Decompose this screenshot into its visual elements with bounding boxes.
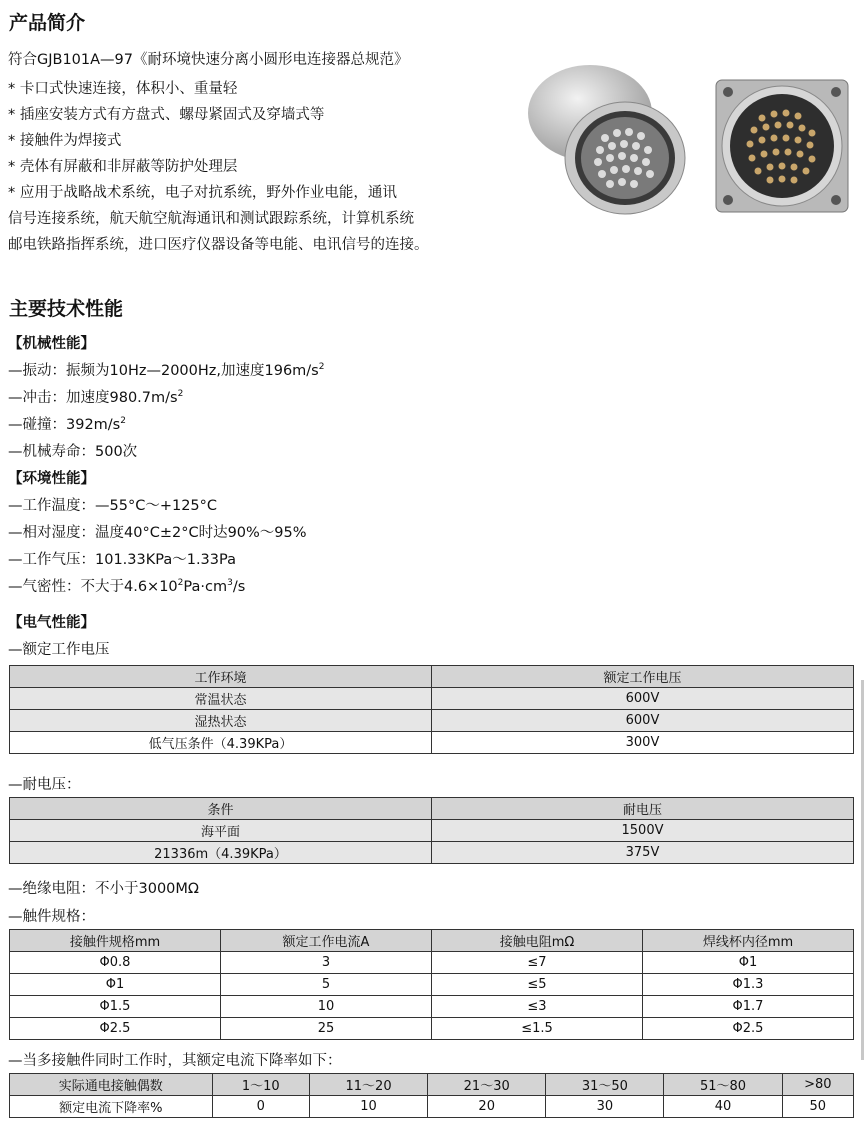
shock-line bbox=[8, 386, 183, 407]
table-row bbox=[10, 688, 854, 710]
table-header-cell: 21～30 bbox=[428, 1074, 546, 1096]
standard-line: 符合GJB101A—97《耐环境快速分离小圆形电连接器总规范》 bbox=[8, 52, 409, 68]
table-cell: 10 bbox=[309, 1096, 427, 1118]
table-cell: Φ1 bbox=[10, 974, 221, 996]
withstand-label: —耐电压： bbox=[8, 777, 81, 793]
bullet-5: * 应用于战略战术系统，电子对抗系统，野外作业电能，通讯 bbox=[8, 185, 397, 201]
table-cell: ≤1.5 bbox=[432, 1018, 643, 1040]
table-header-row bbox=[10, 666, 854, 688]
table-row bbox=[10, 842, 854, 864]
table-row bbox=[10, 1018, 854, 1040]
seal-text-a: —气密性：不大于4.6×10 bbox=[8, 579, 178, 595]
temp-line: —工作温度：—55°C～+125°C bbox=[8, 498, 218, 514]
table-header-cell: 实际通电接触偶数 bbox=[10, 1074, 213, 1096]
bump-line bbox=[8, 413, 126, 434]
table-cell: 常温状态 bbox=[10, 688, 432, 710]
seal-sup: 2 bbox=[177, 578, 184, 589]
tech-title: 主要技术性能 bbox=[9, 298, 124, 320]
vibration-line bbox=[8, 359, 324, 380]
table-cell: Φ1.3 bbox=[643, 974, 854, 996]
table-cell: Φ1.7 bbox=[643, 996, 854, 1018]
table-cell: 海平面 bbox=[10, 820, 432, 842]
table-cell: 600V bbox=[432, 710, 854, 732]
table-cell: ≤3 bbox=[432, 996, 643, 1018]
plug-connector-image bbox=[520, 58, 688, 218]
derating-table bbox=[9, 1073, 854, 1118]
table-cell: 20 bbox=[428, 1096, 546, 1118]
table-cell: 1500V bbox=[432, 820, 854, 842]
seal-text-c: /s bbox=[232, 579, 246, 595]
bullet-3: * 接触件为焊接式 bbox=[8, 133, 122, 149]
intro-title: 产品简介 bbox=[9, 12, 86, 34]
seal-line bbox=[8, 575, 245, 596]
table-row bbox=[10, 710, 854, 732]
table-row bbox=[10, 732, 854, 754]
table-header-cell: 工作环境 bbox=[10, 666, 432, 688]
bullet-2: * 插座安装方式有方盘式、螺母紧固式及穿墙式等 bbox=[8, 107, 325, 123]
contact-spec-label: —触件规格： bbox=[8, 909, 95, 925]
table-header-cell: 额定工作电流A bbox=[221, 930, 432, 952]
table-cell: 额定电流下降率% bbox=[10, 1096, 213, 1118]
table-cell: 湿热状态 bbox=[10, 710, 432, 732]
bullet-1: * 卡口式快速连接，体积小、重量轻 bbox=[8, 81, 238, 97]
table-header-row bbox=[10, 930, 854, 952]
table-cell: 600V bbox=[432, 688, 854, 710]
table-header-cell: 51～80 bbox=[664, 1074, 782, 1096]
table-cell: 30 bbox=[546, 1096, 664, 1118]
table-header-cell: 焊线杯内径mm bbox=[643, 930, 854, 952]
contact-table bbox=[9, 929, 854, 1040]
table-cell: Φ2.5 bbox=[643, 1018, 854, 1040]
table-cell: 40 bbox=[664, 1096, 782, 1118]
table-header-cell: 额定工作电压 bbox=[432, 666, 854, 688]
table-cell: 低气压条件（4.39KPa） bbox=[10, 732, 432, 754]
table-cell: ≤7 bbox=[432, 952, 643, 974]
seal-sup2: 3 bbox=[227, 578, 233, 589]
table-header-cell: 条件 bbox=[10, 798, 432, 820]
table-cell: 50 bbox=[782, 1096, 853, 1118]
socket-connector-image bbox=[712, 76, 852, 216]
table-cell: 300V bbox=[432, 732, 854, 754]
withstand-table bbox=[9, 797, 854, 864]
table-cell: 5 bbox=[221, 974, 432, 996]
seal-text-b: Pa·cm bbox=[183, 579, 228, 595]
table-header-cell: 31～50 bbox=[546, 1074, 664, 1096]
table-cell: Φ1 bbox=[643, 952, 854, 974]
env-heading: 【环境性能】 bbox=[8, 471, 95, 487]
table-header-row bbox=[10, 798, 854, 820]
shock-text: —冲击：加速度980.7m/s bbox=[8, 390, 178, 406]
bullet-5-cont1: 信号连接系统，航天航空航海通讯和测试跟踪系统，计算机系统 bbox=[8, 211, 414, 227]
table-row bbox=[10, 996, 854, 1018]
table-cell: ≤5 bbox=[432, 974, 643, 996]
table-header-cell: 接触件规格mm bbox=[10, 930, 221, 952]
bump-sup: 2 bbox=[120, 416, 126, 427]
table-cell: 0 bbox=[212, 1096, 309, 1118]
vibration-text: —振动：振频为10Hz—2000Hz,加速度196m/s bbox=[8, 363, 319, 379]
table-row bbox=[10, 820, 854, 842]
table-header-cell: 接触电阻mΩ bbox=[432, 930, 643, 952]
shock-sup: 2 bbox=[177, 389, 184, 400]
table-cell: 25 bbox=[221, 1018, 432, 1040]
bullet-5-cont2: 邮电铁路指挥系统，进口医疗仪器设备等电能、电讯信号的连接。 bbox=[8, 237, 429, 253]
table-header-cell: >80 bbox=[782, 1074, 853, 1096]
bump-text: —碰撞：392m/s bbox=[8, 417, 121, 433]
vibration-sup: 2 bbox=[318, 362, 325, 373]
life-line: —机械寿命：500次 bbox=[8, 444, 138, 460]
pressure-line: —工作气压：101.33KPa～1.33Pa bbox=[8, 552, 236, 568]
table-row bbox=[10, 974, 854, 996]
insulation-line: —绝缘电阻：不小于3000MΩ bbox=[8, 881, 199, 897]
table-row bbox=[10, 1096, 854, 1118]
table-cell: 3 bbox=[221, 952, 432, 974]
table-cell: 375V bbox=[432, 842, 854, 864]
table-header-row bbox=[10, 1074, 854, 1096]
voltage-table bbox=[9, 665, 854, 754]
table-header-cell: 1～10 bbox=[212, 1074, 309, 1096]
table-cell: 10 bbox=[221, 996, 432, 1018]
table-cell: Φ0.8 bbox=[10, 952, 221, 974]
table-cell: 21336m（4.39KPa） bbox=[10, 842, 432, 864]
table-header-cell: 11～20 bbox=[309, 1074, 427, 1096]
table-cell: Φ2.5 bbox=[10, 1018, 221, 1040]
bullet-4: * 壳体有屏蔽和非屏蔽等防护处理层 bbox=[8, 159, 238, 175]
elec-heading: 【电气性能】 bbox=[8, 615, 95, 631]
table-row bbox=[10, 952, 854, 974]
table-cell: Φ1.5 bbox=[10, 996, 221, 1018]
humidity-line: —相对湿度：温度40°C±2°C时达90%～95% bbox=[8, 525, 307, 541]
rated-voltage-label: —额定工作电压 bbox=[8, 642, 110, 658]
table-header-cell: 耐电压 bbox=[432, 798, 854, 820]
mech-heading: 【机械性能】 bbox=[8, 336, 95, 352]
derating-label: —当多接触件同时工作时，其额定电流下降率如下： bbox=[8, 1053, 342, 1069]
